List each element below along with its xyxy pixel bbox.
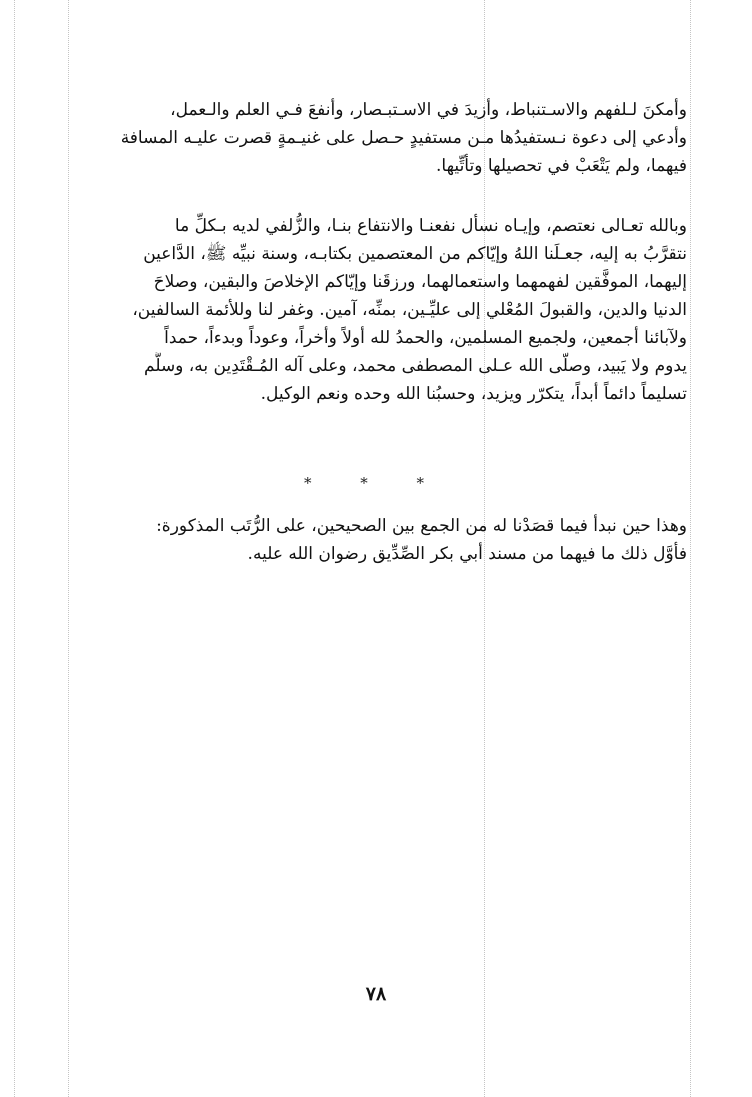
text-line: إليهما، الموفَّقين لفهمهما واستعمالهما، ورزقَنا وإيّاكم الإخلاصَ والبقين، وصلاحَ [153, 272, 687, 292]
text-line: وبالله تعـالى نعتصم، وإيـاه نسأل نفعنـا والانتفاع بنـا، والزُّلفي لديه بـكلِّ ما [174, 216, 687, 236]
text-line: تسليماً دائماً أبداً، يتكرّر ويزيد، وحسبُنا الله وحده ونعم الوكيل. [260, 384, 687, 404]
text-line: وأمكنَ لـلفهم والاسـتنباط، وأزيدَ في الاسـتبـصار، وأنفعَ فـي العلم والـعمل، [170, 100, 687, 120]
text-line: فيهما، ولم يَتْعَبْ في تحصيلها وتأتِّيها. [436, 156, 687, 176]
page-number: ٧٨ [365, 983, 387, 1005]
paragraph-1 [62, 96, 687, 180]
paragraph-3 [62, 512, 687, 568]
text-line: وهذا حين نبدأ فيما قصَدْنا له من الجمع بين الصحيحين، على الرُّتَب المذكورة: [156, 516, 687, 536]
text-line: نتقرَّبُ به إليه، جعـلَنا اللهُ وإيّاكم من المعتصمين بكتابـه، وسنة نبيِّه ﷺ، الدَّاعين [143, 244, 687, 264]
text-line: ولآبائنا أجمعين، ولجميع المسلمين، والحمدُ لله أولاً وأخراً، وعوداً وبدءاً، حمداً [164, 328, 687, 348]
text-line: الدنيا والدين، والقبولَ المُعْلي إلى عليِّـين، بمنِّه، آمين. وغفر لنا وللأئمة السالفين، [132, 300, 687, 320]
paragraph-2 [62, 212, 687, 408]
text-line: وأدعي إلى دعوة نـستفيدُها مـن مستفيدٍ حـصل على غنيـمةٍ قصرت عليـه المسافة [120, 128, 687, 148]
section-separator: * * * [303, 474, 447, 492]
text-line: فأوَّل ذلك ما فيهما من مسند أبي بكر الصِّدِّيق رضوان الله عليه. [247, 544, 687, 564]
text-line: يدوم ولا يَبيد، وصلّى الله عـلى المصطفى محمد، وعلى آله المُـقْتَدِين به، وسلَّم [144, 356, 687, 376]
